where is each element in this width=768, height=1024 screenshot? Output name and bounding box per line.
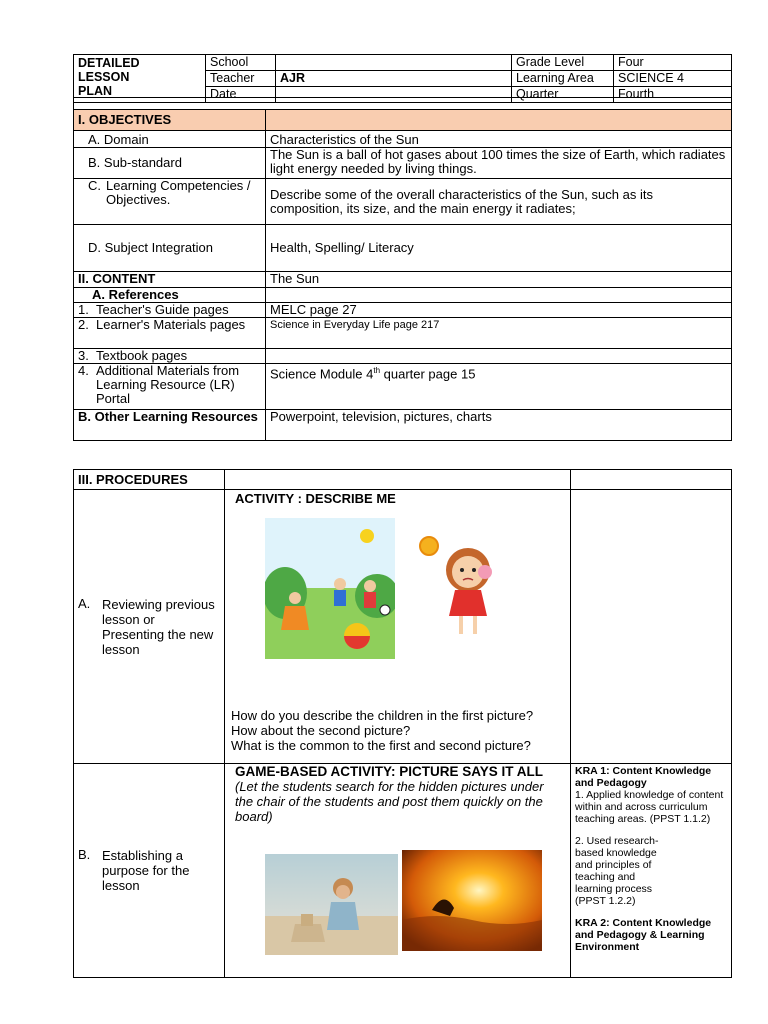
activity-a-questions [231, 708, 560, 753]
kids-playing-picture [265, 518, 395, 659]
ref-value-3 [266, 349, 732, 364]
lesson-plan-title [74, 55, 206, 103]
content-heading: II. CONTENT [74, 272, 266, 288]
substandard-label: B. Sub-standard [74, 148, 266, 179]
ref-row-3 [74, 349, 266, 364]
domain-value: Characteristics of the Sun [266, 131, 732, 148]
activity-b-instruction: (Let the students search for the hidden pictures under the chair of the students and post them quickly on the board) [235, 779, 544, 824]
references-label: A. References [74, 288, 266, 303]
date-label: Date [206, 87, 276, 103]
substandard-value: The Sun is a ball of hot gases about 100 times the size of Earth, which radiates light energy needed by living things. [266, 148, 732, 179]
ref-row-1 [74, 303, 266, 318]
competency-label [74, 179, 266, 225]
area-value: SCIENCE 4 [614, 71, 732, 87]
ref-value-1: MELC page 27 [266, 303, 732, 318]
procedure-a-letter: A. [78, 595, 91, 611]
procedures-heading-blank-2 [571, 470, 732, 490]
references-blank [266, 288, 732, 303]
title-line-2: LESSON [78, 70, 130, 84]
competency-text: Learning Competencies / Objectives. [106, 178, 251, 207]
ref-num: 3. [78, 348, 89, 363]
teacher-label: Teacher [206, 71, 276, 87]
procedures-heading-blank [225, 470, 571, 490]
child-beach-picture [265, 854, 398, 955]
objectives-heading: I. OBJECTIVES [74, 110, 266, 131]
content-value: The Sun [266, 272, 732, 288]
question-2: How about the second picture? [231, 723, 411, 738]
school-label: School [206, 55, 276, 71]
domain-label: A. Domain [74, 131, 266, 148]
integration-label: D. Subject Integration [74, 225, 266, 272]
procedures-heading: III. PROCEDURES [74, 470, 225, 490]
title-line-1: DETAILED [78, 56, 140, 70]
ref-label: Teacher's Guide pages [96, 302, 229, 317]
header-table [73, 54, 732, 103]
area-label: Learning Area [512, 71, 614, 87]
ref-num: 2. [78, 317, 89, 332]
grade-label: Grade Level [512, 55, 614, 71]
title-line-3: PLAN [78, 84, 113, 98]
procedure-a-text: Reviewing previous lesson or Presenting the new lesson [102, 596, 215, 657]
objectives-table [73, 97, 732, 441]
ref-value-4 [266, 364, 732, 410]
ref-value-4-sup: th [373, 366, 381, 375]
question-3: What is the common to the first and second picture? [231, 738, 531, 753]
ref-label: Additional Materials from Learning Resource (LR) Portal [96, 363, 240, 406]
ref-value-2: Science in Everyday Life page 217 [266, 318, 732, 349]
teacher-value: AJR [276, 71, 512, 87]
question-1: How do you describe the children in the first picture? [231, 708, 534, 723]
ref-label: Learner's Materials pages [96, 317, 246, 332]
integration-value: Health, Spelling/ Literacy [266, 225, 732, 272]
spacer-row [74, 98, 732, 110]
procedure-b-content [225, 764, 571, 978]
kra1-title: KRA 1: Content Knowledge and Pedagogy [575, 765, 712, 789]
procedures-table [73, 469, 732, 978]
procedure-b-label [74, 764, 225, 978]
ref-value-4-post: quarter page 15 [380, 366, 476, 382]
procedure-b-text: Establishing a purpose for the lesson [102, 848, 190, 893]
procedure-a-notes [571, 490, 732, 764]
school-value [276, 55, 512, 71]
competency-letter: C. [88, 178, 101, 193]
other-resources-label: B. Other Learning Resources [74, 410, 266, 441]
ref-value-4-pre: Science Module 4 [270, 366, 374, 382]
activity-a-title: ACTIVITY : DESCRIBE ME [235, 491, 396, 506]
quarter-value: Fourth [614, 87, 732, 103]
ref-num: 1. [78, 302, 89, 317]
kra1-item-1: 1. Applied knowledge of content within and across curriculum teaching areas. (PPST 1.1.2) [575, 789, 724, 825]
ref-label: Textbook pages [96, 348, 188, 363]
kra2-title: KRA 2: Content Knowledge and Pedagogy & Learning Environment [575, 917, 712, 953]
grade-value: Four [614, 55, 732, 71]
ref-num: 4. [78, 363, 89, 378]
procedure-b-notes [571, 764, 732, 978]
kra1-item-2: 2. Used research-based knowledge and principles of teaching and learning process (PPST 1.2.2) [575, 835, 659, 907]
girl-under-sun-picture [413, 532, 513, 642]
ref-row-2 [74, 318, 266, 349]
objectives-heading-blank [266, 110, 732, 131]
other-resources-value: Powerpoint, television, pictures, charts [266, 410, 732, 441]
competency-value: Describe some of the overall characteristics of the Sun, such as its composition, its size, and the main energy it radiates; [266, 179, 732, 225]
sunset-swimmer-picture [402, 850, 542, 951]
procedure-a-content [225, 490, 571, 764]
ref-row-4 [74, 364, 266, 410]
quarter-label: Quarter [512, 87, 614, 103]
activity-b-title: GAME-BASED ACTIVITY: PICTURE SAYS IT ALL [235, 764, 544, 779]
procedure-a-label [74, 490, 225, 764]
procedure-b-letter: B. [78, 847, 91, 862]
